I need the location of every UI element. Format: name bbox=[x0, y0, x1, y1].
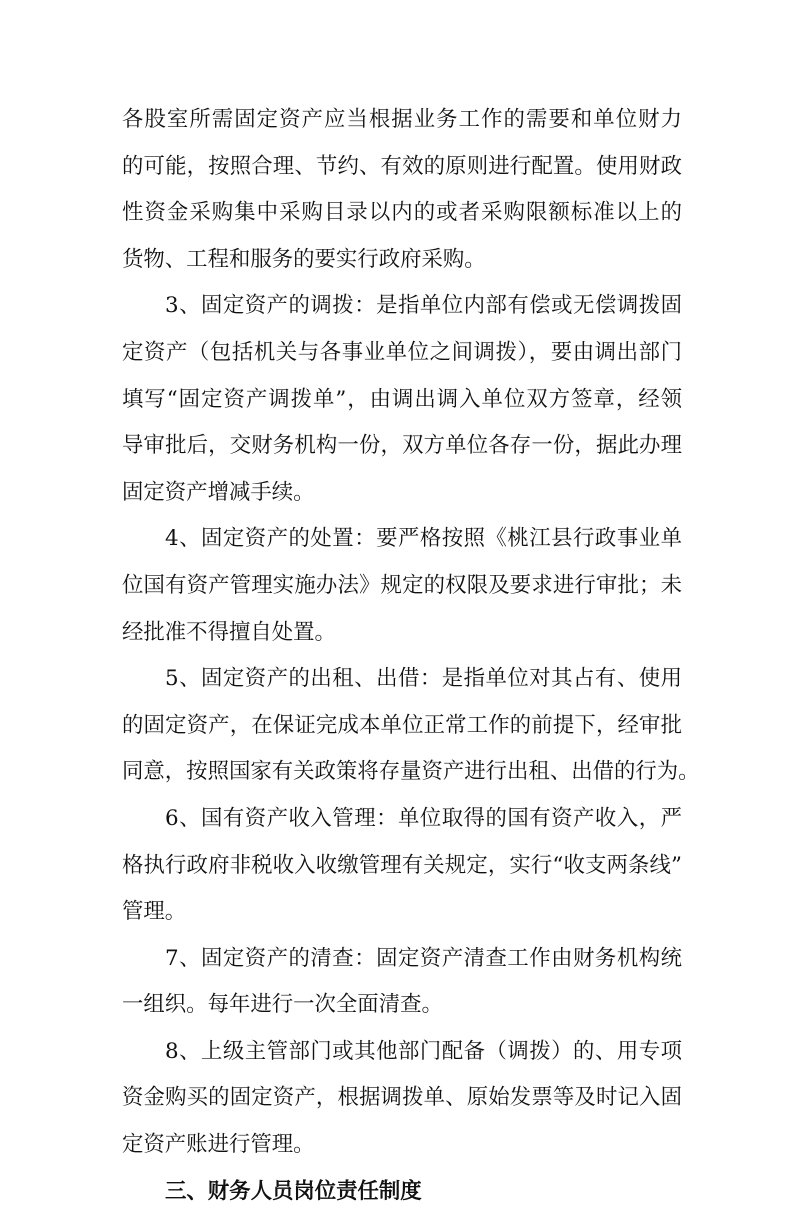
paragraph-item-3-transfer bbox=[122, 283, 682, 516]
text-line: 经批准不得擅自处置。 bbox=[122, 619, 336, 645]
paragraph-item-5-leasing bbox=[122, 656, 700, 796]
text-line: 定资产账进行管理。 bbox=[122, 1132, 315, 1158]
text-line: 6、国有资产收入管理：单位取得的国有资产收入，严 bbox=[165, 805, 682, 831]
text-line: 5、固定资产的出租、出借：是指单位对其占有、使用 bbox=[165, 666, 682, 692]
text-line: 的固定资产，在保证完成本单位正常工作的前提下，经审批 bbox=[122, 712, 682, 738]
text-line: 格执行政府非税收入收缴管理有关规定，实行“收支两条线” bbox=[122, 852, 682, 878]
text-line: 一组织。每年进行一次全面清查。 bbox=[122, 992, 443, 1018]
paragraph-item-8-allocated-assets bbox=[122, 1029, 682, 1169]
document-body bbox=[122, 97, 700, 1215]
text-line: 8、上级主管部门或其他部门配备（调拨）的、用专项 bbox=[165, 1038, 682, 1064]
paragraph-item-7-inventory bbox=[122, 936, 682, 1029]
text-line: 的可能，按照合理、节约、有效的原则进行配置。使用财政 bbox=[122, 153, 682, 179]
text-line: 定资产（包括机关与各事业单位之间调拨），要由调出部门 bbox=[122, 339, 682, 365]
section-heading: 三、财务人员岗位责任制度 bbox=[165, 1178, 422, 1204]
text-line: 各股室所需固定资产应当根据业务工作的需要和单位财力 bbox=[122, 107, 682, 132]
text-line: 导审批后，交财务机构一份，双方单位各存一份，据此办理 bbox=[122, 433, 682, 459]
text-line: 填写“固定资产调拨单”，由调出调入单位双方签章，经领 bbox=[122, 386, 682, 412]
paragraph-procurement bbox=[122, 97, 682, 283]
text-line: 3、固定资产的调拨：是指单位内部有偿或无偿调拨固 bbox=[165, 293, 682, 319]
text-line: 性资金采购集中采购目录以内的或者采购限额标准以上的 bbox=[122, 200, 682, 226]
paragraph-item-6-income bbox=[122, 796, 682, 936]
text-line: 货物、工程和服务的要实行政府采购。 bbox=[122, 246, 486, 272]
text-line: 固定资产增减手续。 bbox=[122, 479, 315, 505]
text-line: 4、固定资产的处置：要严格按照《桃江县行政事业单 bbox=[165, 526, 682, 552]
text-line: 资金购买的固定资产，根据调拨单、原始发票等及时记入固 bbox=[122, 1085, 682, 1111]
paragraph-item-4-disposal bbox=[122, 516, 682, 656]
text-line: 7、固定资产的清查：固定资产清查工作由财务机构统 bbox=[165, 945, 682, 971]
text-line: 位国有资产管理实施办法》规定的权限及要求进行审批；未 bbox=[122, 572, 682, 598]
text-line: 同意，按照国家有关政策将存量资产进行出租、出借的行为。 bbox=[122, 759, 700, 785]
text-line: 管理。 bbox=[122, 899, 187, 925]
